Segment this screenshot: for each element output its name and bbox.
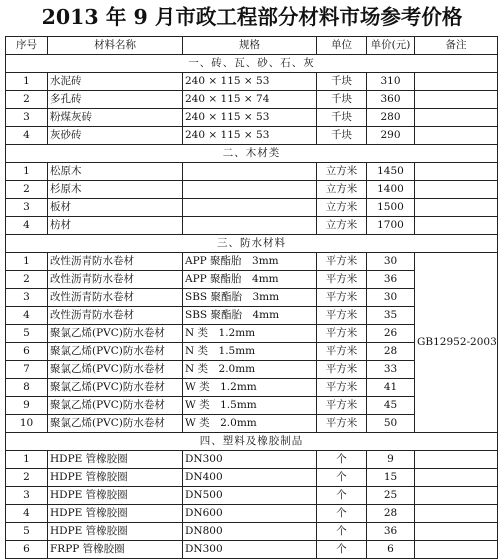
cell-unit: 平方米 — [317, 325, 367, 343]
cell-spec: N 类 1.5mm — [183, 343, 317, 361]
cell-no: 4 — [6, 217, 48, 235]
cell-price: 290 — [367, 127, 415, 145]
cell-note — [415, 127, 498, 145]
table-row — [6, 163, 498, 181]
cell-no: 2 — [6, 91, 48, 109]
cell-spec: W 类 1.2mm — [183, 379, 317, 397]
cell-unit: 平方米 — [317, 343, 367, 361]
cell-spec: 240 × 115 × 53 — [183, 109, 317, 127]
cell-note — [415, 91, 498, 109]
cell-material-name: HDPE 管橡胶圈 — [48, 487, 183, 505]
cell-price: 50 — [367, 415, 415, 433]
cell-spec — [183, 217, 317, 235]
cell-no: 1 — [6, 253, 48, 271]
cell-unit: 个 — [317, 451, 367, 469]
table-row — [6, 469, 498, 487]
cell-material-name: HDPE 管橡胶圈 — [48, 469, 183, 487]
cell-unit: 平方米 — [317, 289, 367, 307]
cell-no: 3 — [6, 487, 48, 505]
cell-material-name: 聚氯乙烯(PVC)防水卷材 — [48, 343, 183, 361]
cell-price: 41 — [367, 379, 415, 397]
cell-spec: 240 × 115 × 53 — [183, 73, 317, 91]
cell-material-name: 松原木 — [48, 163, 183, 181]
cell-unit: 个 — [317, 469, 367, 487]
cell-material-name: 聚氯乙烯(PVC)防水卷材 — [48, 379, 183, 397]
cell-no: 6 — [6, 541, 48, 559]
section-title: 四、塑料及橡胶制品 — [6, 433, 498, 451]
section-row — [6, 145, 498, 163]
cell-spec: SBS 聚酯胎 4mm — [183, 307, 317, 325]
cell-spec — [183, 163, 317, 181]
cell-no: 3 — [6, 289, 48, 307]
cell-no: 4 — [6, 307, 48, 325]
cell-price: 35 — [367, 307, 415, 325]
cell-price: 36 — [367, 271, 415, 289]
cell-spec: W 类 2.0mm — [183, 415, 317, 433]
cell-note — [415, 487, 498, 505]
cell-price: 15 — [367, 469, 415, 487]
cell-no: 2 — [6, 271, 48, 289]
cell-material-name: 聚氯乙烯(PVC)防水卷材 — [48, 325, 183, 343]
cell-no: 7 — [6, 361, 48, 379]
cell-spec: 240 × 115 × 74 — [183, 91, 317, 109]
cell-note — [415, 217, 498, 235]
cell-unit: 千块 — [317, 109, 367, 127]
cell-unit: 千块 — [317, 73, 367, 91]
cell-unit: 个 — [317, 541, 367, 559]
cell-no: 9 — [6, 397, 48, 415]
cell-price: 360 — [367, 91, 415, 109]
cell-no: 2 — [6, 181, 48, 199]
section-title: 一、砖、瓦、砂、石、灰 — [6, 55, 498, 73]
header-row — [6, 37, 498, 55]
cell-spec: APP 聚酯胎 3mm — [183, 253, 317, 271]
cell-material-name: HDPE 管橡胶圈 — [48, 523, 183, 541]
cell-material-name: 聚氯乙烯(PVC)防水卷材 — [48, 415, 183, 433]
cell-price: 26 — [367, 325, 415, 343]
cell-unit: 平方米 — [317, 415, 367, 433]
cell-price: 1400 — [367, 181, 415, 199]
cell-price: 1700 — [367, 217, 415, 235]
cell-material-name: 灰砂砖 — [48, 127, 183, 145]
cell-price: 280 — [367, 109, 415, 127]
header-spec: 规格 — [183, 37, 317, 55]
table-row — [6, 253, 498, 271]
cell-no: 6 — [6, 343, 48, 361]
section-row — [6, 433, 498, 451]
cell-spec: DN300 — [183, 451, 317, 469]
cell-no: 1 — [6, 163, 48, 181]
cell-unit: 立方米 — [317, 199, 367, 217]
cell-spec: DN800 — [183, 523, 317, 541]
table-row — [6, 505, 498, 523]
cell-material-name: 改性沥青防水卷材 — [48, 307, 183, 325]
cell-unit: 平方米 — [317, 271, 367, 289]
section-row — [6, 235, 498, 253]
cell-no: 4 — [6, 505, 48, 523]
header-price: 单价(元) — [367, 37, 415, 55]
section-title: 二、木材类 — [6, 145, 498, 163]
cell-price: 36 — [367, 523, 415, 541]
cell-no: 5 — [6, 523, 48, 541]
cell-spec: DN300 — [183, 541, 317, 559]
cell-spec: DN400 — [183, 469, 317, 487]
cell-note: GB12952-2003 — [415, 253, 498, 433]
cell-unit: 平方米 — [317, 361, 367, 379]
cell-spec — [183, 181, 317, 199]
cell-material-name: 板材 — [48, 199, 183, 217]
cell-spec: 240 × 115 × 53 — [183, 127, 317, 145]
cell-note — [415, 451, 498, 469]
header-note: 备注 — [415, 37, 498, 55]
cell-price: 45 — [367, 397, 415, 415]
table-row — [6, 127, 498, 145]
table-row — [6, 217, 498, 235]
cell-price: 310 — [367, 73, 415, 91]
section-title: 三、防水材料 — [6, 235, 498, 253]
table-row — [6, 541, 498, 559]
cell-spec: N 类 2.0mm — [183, 361, 317, 379]
cell-note — [415, 469, 498, 487]
cell-note — [415, 181, 498, 199]
price-table — [5, 36, 498, 559]
header-name: 材料名称 — [48, 37, 183, 55]
header-unit: 单位 — [317, 37, 367, 55]
cell-no: 3 — [6, 199, 48, 217]
cell-material-name: 水泥砖 — [48, 73, 183, 91]
cell-note — [415, 109, 498, 127]
cell-material-name: FRPP 管橡胶圈 — [48, 541, 183, 559]
cell-unit: 个 — [317, 487, 367, 505]
cell-no: 10 — [6, 415, 48, 433]
cell-material-name: 聚氯乙烯(PVC)防水卷材 — [48, 361, 183, 379]
table-row — [6, 73, 498, 91]
cell-no: 1 — [6, 451, 48, 469]
cell-material-name: 聚氯乙烯(PVC)防水卷材 — [48, 397, 183, 415]
cell-no: 1 — [6, 73, 48, 91]
cell-no: 8 — [6, 379, 48, 397]
cell-unit: 立方米 — [317, 181, 367, 199]
cell-note — [415, 505, 498, 523]
cell-unit: 平方米 — [317, 253, 367, 271]
cell-spec: DN500 — [183, 487, 317, 505]
cell-unit: 平方米 — [317, 397, 367, 415]
cell-price: 30 — [367, 289, 415, 307]
table-row — [6, 91, 498, 109]
cell-unit: 个 — [317, 505, 367, 523]
cell-no: 5 — [6, 325, 48, 343]
cell-price: 6 — [367, 541, 415, 559]
cell-unit: 平方米 — [317, 307, 367, 325]
cell-note — [415, 73, 498, 91]
cell-note — [415, 541, 498, 559]
cell-spec: DN600 — [183, 505, 317, 523]
cell-price: 33 — [367, 361, 415, 379]
cell-price: 9 — [367, 451, 415, 469]
cell-unit: 平方米 — [317, 379, 367, 397]
cell-unit: 千块 — [317, 91, 367, 109]
page-title: 2013 年 9 月市政工程部分材料市场参考价格 — [41, 5, 463, 29]
cell-unit: 千块 — [317, 127, 367, 145]
cell-unit: 个 — [317, 523, 367, 541]
cell-material-name: 改性沥青防水卷材 — [48, 289, 183, 307]
header-no: 序号 — [6, 37, 48, 55]
cell-material-name: HDPE 管橡胶圈 — [48, 451, 183, 469]
cell-no: 2 — [6, 469, 48, 487]
cell-spec: SBS 聚酯胎 3mm — [183, 289, 317, 307]
table-row — [6, 451, 498, 469]
cell-spec: APP 聚酯胎 4mm — [183, 271, 317, 289]
cell-material-name: 杉原木 — [48, 181, 183, 199]
cell-no: 3 — [6, 109, 48, 127]
cell-note — [415, 199, 498, 217]
cell-no: 4 — [6, 127, 48, 145]
table-row — [6, 487, 498, 505]
cell-note — [415, 163, 498, 181]
section-row — [6, 55, 498, 73]
cell-material-name: 多孔砖 — [48, 91, 183, 109]
cell-price: 28 — [367, 343, 415, 361]
cell-price: 28 — [367, 505, 415, 523]
cell-spec — [183, 199, 317, 217]
cell-unit: 立方米 — [317, 217, 367, 235]
cell-material-name: 粉煤灰砖 — [48, 109, 183, 127]
cell-price: 25 — [367, 487, 415, 505]
cell-material-name: 改性沥青防水卷材 — [48, 253, 183, 271]
table-body — [6, 55, 498, 559]
table-row — [6, 109, 498, 127]
cell-price: 1450 — [367, 163, 415, 181]
cell-material-name: 枋材 — [48, 217, 183, 235]
cell-note — [415, 523, 498, 541]
cell-unit: 立方米 — [317, 163, 367, 181]
cell-price: 30 — [367, 253, 415, 271]
cell-material-name: HDPE 管橡胶圈 — [48, 505, 183, 523]
cell-spec: N 类 1.2mm — [183, 325, 317, 343]
cell-spec: W 类 1.5mm — [183, 397, 317, 415]
table-row — [6, 199, 498, 217]
table-row — [6, 181, 498, 199]
cell-material-name: 改性沥青防水卷材 — [48, 271, 183, 289]
table-row — [6, 523, 498, 541]
cell-price: 1500 — [367, 199, 415, 217]
